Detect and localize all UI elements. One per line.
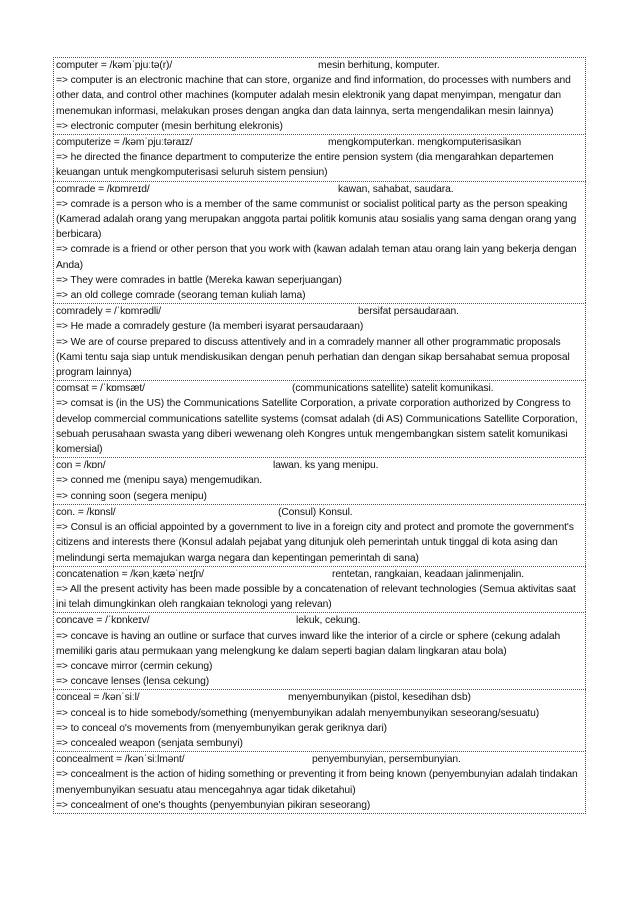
entry-headword: con = /kɒn/	[56, 460, 106, 472]
entry-headword: computerize = /kəmˈpjuːtəraɪz/	[56, 137, 193, 149]
entry-meaning: (communications satellite) satelit komunikasi.	[292, 383, 494, 395]
entry-meaning: lekuk, cekung.	[296, 615, 361, 627]
entry-example-line: => an old college comrade (seorang teman kuliah lama)	[56, 290, 306, 302]
entry-header	[56, 304, 583, 319]
entry-example-line: => concealment of one's thoughts (penyembunyian pikiran seseorang)	[56, 799, 371, 811]
entry-header	[56, 752, 583, 767]
entry-example-line: => concave lenses (lensa cekung)	[56, 676, 210, 688]
entry-header	[56, 182, 583, 197]
dictionary-entry	[53, 57, 586, 134]
entry-meaning: kawan, sahabat, saudara.	[338, 183, 454, 195]
entry-header	[56, 458, 583, 473]
entry-example-line: => concealment is the action of hiding something or preventing it from being known (penyembunyian adalah tindakan menyembunyikan sesuatu atau mencegahnya agar tidak diketahui)	[56, 769, 578, 796]
entry-header	[56, 505, 583, 520]
entry-headword: concatenation = /kənˌkætəˈneɪʃn/	[56, 568, 204, 580]
dictionary-page	[53, 57, 586, 814]
entry-example-line: => conned me (menipu saya) mengemudikan.	[56, 475, 263, 487]
dictionary-entry	[53, 380, 586, 457]
dictionary-entry	[53, 504, 586, 566]
dictionary-entry	[53, 566, 586, 613]
entry-meaning: mengkomputerkan. mengkomputerisasikan	[328, 137, 522, 149]
dictionary-entry	[53, 457, 586, 504]
entry-example-line: => comrade is a friend or other person that you work with (kawan adalah teman atau orang lain yang bekerja dengan Anda)	[56, 244, 577, 271]
entry-headword: computer = /kəmˈpjuːtə(r)/	[56, 60, 173, 71]
entry-header	[56, 135, 583, 150]
entry-meaning: bersifat persaudaraan.	[358, 306, 459, 318]
entry-example-line: => to conceal o's movements from (menyembunyikan gerak geriknya dari)	[56, 722, 388, 734]
entry-example-line: => comsat is (in the US) the Communications Satellite Corporation, a private corporation authorized by Congress to develop commercial communications satellite systems (comsat adalah (di AS) Communications Satellite Corporation, sebuah perusahaan swasta yang diberi wewenang oleh Kongres untuk mengembangkan sistem satelit komunikasi komersial)	[56, 398, 578, 456]
entry-example-line: => electronic computer (mesin berhitung elekronis)	[56, 120, 283, 132]
entry-header	[56, 690, 583, 705]
entry-example-line: => conceal is to hide somebody/something (menyembunyikan adalah menyembunyikan seseorang/sesuatu)	[56, 707, 540, 719]
entry-headword: concealment = /kənˈsiːlmənt/	[56, 754, 185, 766]
entry-header	[56, 613, 583, 628]
entry-headword: comradely = /ˈkɒmrədli/	[56, 306, 161, 318]
dictionary-entry	[53, 612, 586, 689]
entry-meaning: menyembunyikan (pistol, kesedihan dsb)	[288, 692, 471, 704]
entry-example-line: => computer is an electronic machine that can store, organize and find information, do processes with numbers and other data, and control other machines (komputer adalah mesin elektronik yang dapat menyimpan, mengatur dan menemukan informasi, melakukan proses dengan angka dan data lainnya, serta mengendalikan mesin lainnya)	[56, 75, 571, 117]
entry-example-line: => They were comrades in battle (Mereka kawan seperjuangan)	[56, 274, 342, 286]
entry-example-line: => comrade is a person who is a member of the same communist or socialist political party as the person speaking (Kamerad adalah orang yang merupakan anggota partai politik komunis atau sosialis yang sama dengan orang yang berbicara)	[56, 198, 577, 241]
entry-example-line: => he directed the finance department to computerize the entire pension system (dia mengarahkan departemen keuangan untuk mengkomputerisasi seluruh sistem pensiun)	[56, 152, 554, 179]
entry-example-line: => conning soon (segera menipu)	[56, 490, 207, 502]
entry-example-line: => He made a comradely gesture (Ia memberi isyarat persaudaraan)	[56, 321, 364, 333]
entry-meaning: mesin berhitung, komputer.	[318, 60, 440, 71]
entry-headword: conceal = /kənˈsiːl/	[56, 692, 140, 704]
entry-example-line: => We are of course prepared to discuss attentively and in a comradely manner all other programmatic proposals (Kami tentu saja siap untuk mendiskusikan dengan penuh perhatian dan dengan sikap bersahabat semua proposal program lainnya)	[56, 336, 570, 379]
dictionary-entry	[53, 134, 586, 181]
entry-example-line: => All the present activity has been made possible by a concatenation of relevant technologies (Semua aktivitas saat ini telah dimungkinkan oleh rangkaian teknologi yang relevan)	[56, 583, 576, 611]
entry-meaning: penyembunyian, persembunyian.	[312, 754, 461, 766]
entry-header	[56, 567, 583, 582]
entry-headword: comrade = /kɒmreɪd/	[56, 183, 150, 195]
dictionary-entry	[53, 689, 586, 751]
entry-meaning: (Consul) Konsul.	[278, 506, 353, 518]
dictionary-entry	[53, 303, 586, 380]
entry-meaning: rentetan, rangkaian, keadaan jalinmenjalin.	[332, 568, 525, 580]
entry-header	[56, 381, 583, 396]
entry-meaning: lawan. ks yang menipu.	[273, 460, 379, 472]
entry-example-line: => concealed weapon (senjata sembunyi)	[56, 737, 243, 749]
entry-headword: comsat = /ˈkɒmsæt/	[56, 383, 145, 395]
dictionary-entry	[53, 751, 586, 814]
dictionary-entry	[53, 181, 586, 304]
entry-example-line: => Consul is an official appointed by a government to live in a foreign city and protect and promote the government's citizens and interests there (Konsul adalah pejabat yang ditunjuk oleh pemerintah untuk tinggal di kota asing dan melindungi serta memajukan warga negara dan kepentingan pemerintah di sana)	[56, 522, 574, 564]
entry-headword: concave = /ˈkɒnkeɪv/	[56, 615, 150, 627]
entry-header	[56, 58, 583, 73]
entry-example-line: => concave is having an outline or surface that curves inward like the interior of a circle or sphere (cekung adalah memiliki garis atau permukaan yang melengkung ke dalam seperti bagian dalam lingkaran atau bola)	[56, 630, 561, 657]
entry-headword: con. = /kɒnsl/	[56, 506, 116, 518]
entry-example-line: => concave mirror (cermin cekung)	[56, 660, 213, 672]
